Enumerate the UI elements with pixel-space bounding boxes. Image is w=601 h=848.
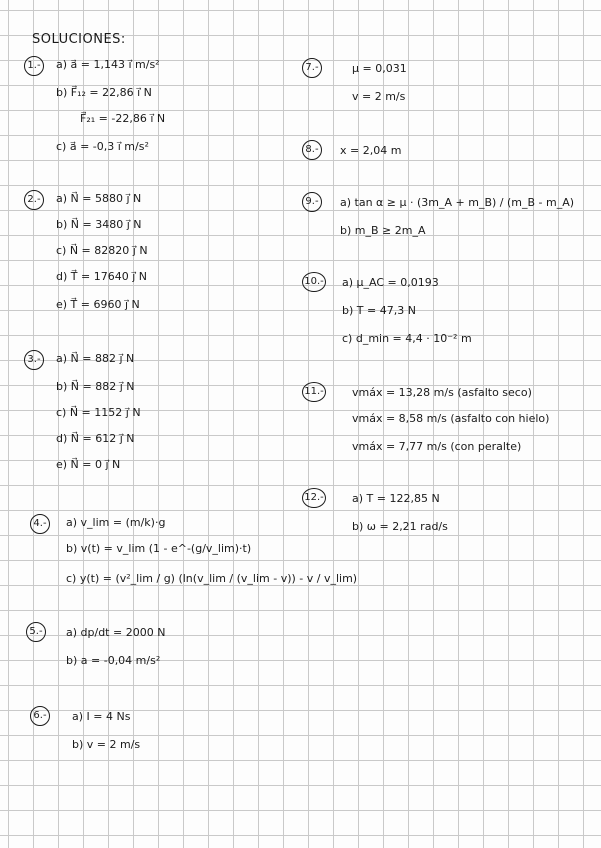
answer-line: a) T = 122,85 N bbox=[352, 492, 440, 505]
answer-line: a) v_lim = (m/k)·g bbox=[66, 516, 166, 529]
problem-number: 9.- bbox=[302, 192, 322, 212]
answer-line: c) N⃗ = 82820 j⃗ N bbox=[56, 244, 148, 257]
answer-line: vmáx = 8,58 m/s (asfalto con hielo) bbox=[352, 412, 550, 425]
answer-line: c) y(t) = (v²_lim / g) (ln(v_lim / (v_lim - v)) - v / v_lim) bbox=[66, 572, 358, 585]
answer-line: c) d_min = 4,4 · 10⁻² m bbox=[342, 332, 472, 345]
answer-line: b) a = -0,04 m/s² bbox=[66, 654, 161, 667]
answer-line: b) m_B ≥ 2m_A bbox=[340, 224, 426, 237]
problem-number: 7.- bbox=[302, 58, 322, 78]
answer-line: v = 2 m/s bbox=[352, 90, 406, 103]
answer-line: e) N⃗ = 0 j⃗ N bbox=[56, 458, 121, 471]
problem-number: 4.- bbox=[30, 514, 50, 534]
answer-line: vmáx = 13,28 m/s (asfalto seco) bbox=[352, 386, 532, 399]
answer-line: b) F⃗₁₂ = 22,86 i⃗ N bbox=[56, 86, 152, 99]
answer-line: a) N⃗ = 882 j⃗ N bbox=[56, 352, 135, 365]
answer-line: a) dp/dt = 2000 N bbox=[66, 626, 166, 639]
answer-line: a) μ_AC = 0,0193 bbox=[342, 276, 439, 289]
problem-number: 8.- bbox=[302, 140, 322, 160]
answer-line: b) N⃗ = 3480 j⃗ N bbox=[56, 218, 142, 231]
answer-line: b) v(t) = v_lim (1 - e^-(g/v_lim)·t) bbox=[66, 542, 252, 555]
problem-number: 10.- bbox=[302, 272, 326, 292]
page-title: SOLUCIONES: bbox=[32, 32, 126, 47]
answer-line: b) N⃗ = 882 j⃗ N bbox=[56, 380, 135, 393]
problem-number: 2.- bbox=[24, 190, 44, 210]
answer-line: a) I = 4 Ns bbox=[72, 710, 131, 723]
answer-line: b) T = 47,3 N bbox=[342, 304, 416, 317]
answer-line: a) N⃗ = 5880 j⃗ N bbox=[56, 192, 142, 205]
answer-line: c) a⃗ = -0,3 i⃗ m/s² bbox=[56, 140, 149, 153]
problem-number: 6.- bbox=[30, 706, 50, 726]
answer-line: vmáx = 7,77 m/s (con peralte) bbox=[352, 440, 522, 453]
answer-line: b) ω = 2,21 rad/s bbox=[352, 520, 448, 533]
problem-number: 5.- bbox=[26, 622, 46, 642]
problem-number: 3.- bbox=[24, 350, 44, 370]
answer-line: e) T⃗ = 6960 j⃗ N bbox=[56, 298, 140, 311]
answer-line: d) N⃗ = 612 j⃗ N bbox=[56, 432, 135, 445]
answer-line: a) a⃗ = 1,143 i⃗ m/s² bbox=[56, 58, 160, 71]
answer-line: a) tan α ≥ μ · (3m_A + m_B) / (m_B - m_A) bbox=[340, 196, 575, 209]
answer-line: x = 2,04 m bbox=[340, 144, 402, 157]
problem-number: 1.- bbox=[24, 56, 44, 76]
problem-number: 12.- bbox=[302, 488, 326, 508]
answer-line: d) T⃗ = 17640 j⃗ N bbox=[56, 270, 147, 283]
answer-line: b) v = 2 m/s bbox=[72, 738, 141, 751]
answer-line: c) N⃗ = 1152 j⃗ N bbox=[56, 406, 141, 419]
answer-line: F⃗₂₁ = -22,86 i⃗ N bbox=[80, 112, 166, 125]
problem-number: 11.- bbox=[302, 382, 326, 402]
answer-line: μ = 0,031 bbox=[352, 62, 407, 75]
